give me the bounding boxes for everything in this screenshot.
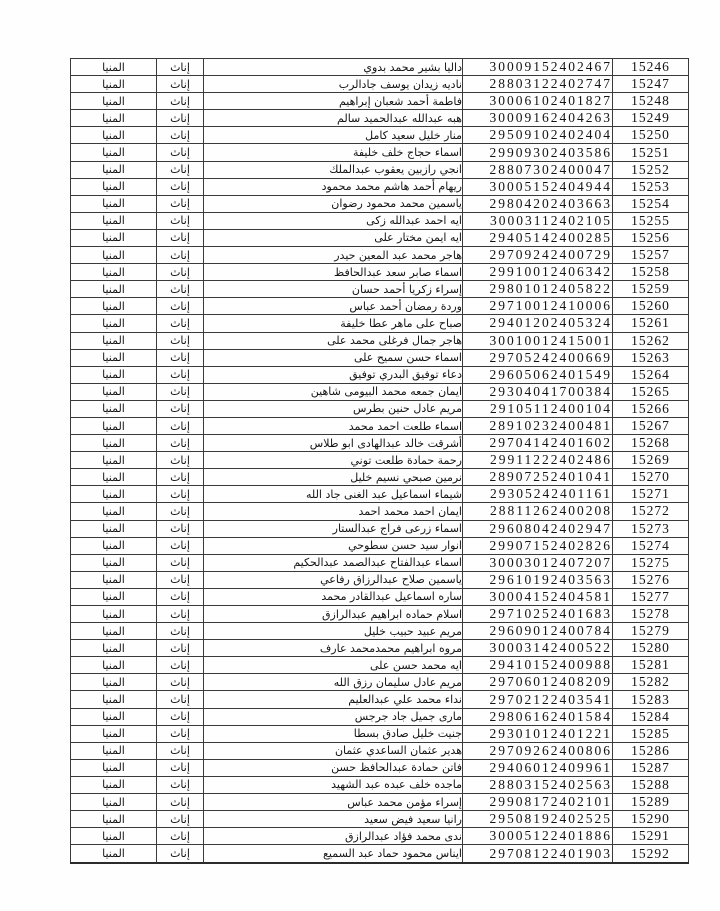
full-name-cell: هدير عثمان الساعدي عثمان: [204, 742, 463, 759]
full-name-cell: اسماء حسن سميح على: [204, 349, 463, 366]
full-name-cell: اسماء عبدالفتاح عبدالصمد عبدالحكيم: [204, 554, 463, 571]
serial-number-cell: 15273: [613, 520, 689, 537]
full-name-cell: نداء محمد علي عبدالعليم: [204, 691, 463, 708]
table-row: [71, 537, 689, 554]
gender-cell: إناث: [157, 725, 204, 742]
table-row: [71, 383, 689, 400]
governorate-cell: المنيا: [71, 794, 157, 811]
governorate-cell: المنيا: [71, 349, 157, 366]
table-row: [71, 59, 689, 76]
table-row: [71, 845, 689, 863]
gender-cell: إناث: [157, 144, 204, 161]
governorate-cell: المنيا: [71, 503, 157, 520]
full-name-cell: هاجر محمد عبد المعين حيدر: [204, 247, 463, 264]
table-row: [71, 657, 689, 674]
national-id-cell: 30005152404944: [463, 178, 613, 195]
gender-cell: إناث: [157, 110, 204, 127]
serial-number-cell: 15274: [613, 537, 689, 554]
serial-number-cell: 15281: [613, 657, 689, 674]
national-id-cell: 29908172402101: [463, 794, 613, 811]
serial-number-cell: 15269: [613, 452, 689, 469]
full-name-cell: أشرقت خالد عبدالهادى ابو طلاس: [204, 435, 463, 452]
full-name-cell: فاطمة أحمد شعبان إبراهيم: [204, 93, 463, 110]
records-tbody: [71, 59, 689, 864]
governorate-cell: المنيا: [71, 554, 157, 571]
serial-number-cell: 15288: [613, 776, 689, 793]
table-row: [71, 178, 689, 195]
national-id-cell: 28807302400047: [463, 161, 613, 178]
table-row: [71, 144, 689, 161]
gender-cell: إناث: [157, 811, 204, 828]
serial-number-cell: 15276: [613, 571, 689, 588]
national-id-cell: 29405142400285: [463, 229, 613, 246]
full-name-cell: اسماء زرعى فراج عبدالستار: [204, 520, 463, 537]
gender-cell: إناث: [157, 59, 204, 76]
gender-cell: إناث: [157, 708, 204, 725]
serial-number-cell: 15259: [613, 281, 689, 298]
governorate-cell: المنيا: [71, 161, 157, 178]
national-id-cell: 29911222402486: [463, 452, 613, 469]
full-name-cell: إسراء زكريا أحمد حسان: [204, 281, 463, 298]
serial-number-cell: 15275: [613, 554, 689, 571]
serial-number-cell: 15285: [613, 725, 689, 742]
table-row: [71, 332, 689, 349]
serial-number-cell: 15278: [613, 606, 689, 623]
governorate-cell: المنيا: [71, 742, 157, 759]
governorate-cell: المنيا: [71, 127, 157, 144]
national-id-cell: 29706012408209: [463, 674, 613, 691]
governorate-cell: المنيا: [71, 212, 157, 229]
full-name-cell: ايه احمد عبدالله زكى: [204, 212, 463, 229]
serial-number-cell: 15249: [613, 110, 689, 127]
national-id-cell: 29406012409961: [463, 759, 613, 776]
governorate-cell: المنيا: [71, 708, 157, 725]
table-row: [71, 452, 689, 469]
gender-cell: إناث: [157, 76, 204, 93]
national-id-cell: 28907252401041: [463, 469, 613, 486]
gender-cell: إناث: [157, 229, 204, 246]
full-name-cell: مريم عبيد حبيب خليل: [204, 623, 463, 640]
gender-cell: إناث: [157, 794, 204, 811]
serial-number-cell: 15268: [613, 435, 689, 452]
serial-number-cell: 15284: [613, 708, 689, 725]
serial-number-cell: 15246: [613, 59, 689, 76]
national-id-cell: 29509102402404: [463, 127, 613, 144]
table-row: [71, 725, 689, 742]
national-id-cell: 30006102401827: [463, 93, 613, 110]
national-id-cell: 29301012401221: [463, 725, 613, 742]
gender-cell: إناث: [157, 486, 204, 503]
full-name-cell: إسراء مؤمن محمد عباس: [204, 794, 463, 811]
governorate-cell: المنيا: [71, 229, 157, 246]
full-name-cell: اسماء حجاج خلف خليفة: [204, 144, 463, 161]
governorate-cell: المنيا: [71, 811, 157, 828]
table-row: [71, 486, 689, 503]
governorate-cell: المنيا: [71, 315, 157, 332]
national-id-cell: 29305242401161: [463, 486, 613, 503]
governorate-cell: المنيا: [71, 520, 157, 537]
gender-cell: إناث: [157, 366, 204, 383]
table-row: [71, 349, 689, 366]
full-name-cell: جنيت خليل صادق بسطا: [204, 725, 463, 742]
governorate-cell: المنيا: [71, 144, 157, 161]
governorate-cell: المنيا: [71, 776, 157, 793]
table-row: [71, 264, 689, 281]
gender-cell: إناث: [157, 349, 204, 366]
full-name-cell: وردة رمضان أحمد عباس: [204, 298, 463, 315]
serial-number-cell: 15248: [613, 93, 689, 110]
serial-number-cell: 15291: [613, 828, 689, 845]
governorate-cell: المنيا: [71, 588, 157, 605]
serial-number-cell: 15257: [613, 247, 689, 264]
national-id-cell: 28811262400208: [463, 503, 613, 520]
gender-cell: إناث: [157, 623, 204, 640]
table-row: [71, 247, 689, 264]
governorate-cell: المنيا: [71, 452, 157, 469]
gender-cell: إناث: [157, 554, 204, 571]
table-row: [71, 588, 689, 605]
table-row: [71, 571, 689, 588]
serial-number-cell: 15279: [613, 623, 689, 640]
governorate-cell: المنيا: [71, 264, 157, 281]
governorate-cell: المنيا: [71, 178, 157, 195]
full-name-cell: ماجده خلف عبده عبد الشهيد: [204, 776, 463, 793]
full-name-cell: رحمة حمادة طلعت توني: [204, 452, 463, 469]
full-name-cell: ندى محمد فؤاد عبدالرازق: [204, 828, 463, 845]
gender-cell: إناث: [157, 657, 204, 674]
full-name-cell: مريم عادل حنين بطرس: [204, 400, 463, 417]
governorate-cell: المنيا: [71, 691, 157, 708]
national-id-cell: 29806162401584: [463, 708, 613, 725]
national-id-cell: 29508192402525: [463, 811, 613, 828]
gender-cell: إناث: [157, 537, 204, 554]
national-id-cell: 29708122401903: [463, 845, 613, 863]
national-id-cell: 29907152402826: [463, 537, 613, 554]
table-row: [71, 298, 689, 315]
full-name-cell: مروه ابراهيم محمدمحمد عارف: [204, 640, 463, 657]
national-id-cell: 29709262400806: [463, 742, 613, 759]
serial-number-cell: 15292: [613, 845, 689, 863]
governorate-cell: المنيا: [71, 828, 157, 845]
serial-number-cell: 15261: [613, 315, 689, 332]
national-id-cell: 29605062401549: [463, 366, 613, 383]
full-name-cell: داليا بشير محمد بدوي: [204, 59, 463, 76]
table-row: [71, 623, 689, 640]
table-row: [71, 503, 689, 520]
gender-cell: إناث: [157, 298, 204, 315]
serial-number-cell: 15265: [613, 383, 689, 400]
national-id-cell: 29410152400988: [463, 657, 613, 674]
serial-number-cell: 15256: [613, 229, 689, 246]
full-name-cell: دعاء توفيق البدري توفيق: [204, 366, 463, 383]
gender-cell: إناث: [157, 417, 204, 434]
table-row: [71, 742, 689, 759]
full-name-cell: مريم عادل سليمان رزق الله: [204, 674, 463, 691]
gender-cell: إناث: [157, 845, 204, 863]
full-name-cell: ايه ايمن مختار على: [204, 229, 463, 246]
table-row: [71, 366, 689, 383]
full-name-cell: ايمان جمعه محمد البيومى شاهين: [204, 383, 463, 400]
full-name-cell: هبه عبدالله عبدالحميد سالم: [204, 110, 463, 127]
serial-number-cell: 15270: [613, 469, 689, 486]
full-name-cell: ناديه زيدان يوسف جادالرب: [204, 76, 463, 93]
gender-cell: إناث: [157, 400, 204, 417]
full-name-cell: نرمين صبحي نسيم خليل: [204, 469, 463, 486]
governorate-cell: المنيا: [71, 417, 157, 434]
table-row: [71, 794, 689, 811]
gender-cell: إناث: [157, 247, 204, 264]
table-row: [71, 606, 689, 623]
governorate-cell: المنيا: [71, 657, 157, 674]
table-row: [71, 195, 689, 212]
national-id-cell: 28803152402563: [463, 776, 613, 793]
serial-number-cell: 15271: [613, 486, 689, 503]
serial-number-cell: 15252: [613, 161, 689, 178]
full-name-cell: فاتن حمادة عبدالحافظ حسن: [204, 759, 463, 776]
serial-number-cell: 15266: [613, 400, 689, 417]
gender-cell: إناث: [157, 776, 204, 793]
serial-number-cell: 15262: [613, 332, 689, 349]
full-name-cell: ساره اسماعيل عبدالقادر محمد: [204, 588, 463, 605]
national-id-cell: 29704142401602: [463, 435, 613, 452]
table-row: [71, 811, 689, 828]
gender-cell: إناث: [157, 281, 204, 298]
serial-number-cell: 15260: [613, 298, 689, 315]
gender-cell: إناث: [157, 383, 204, 400]
table-row: [71, 93, 689, 110]
national-id-cell: 29801012405822: [463, 281, 613, 298]
table-row: [71, 554, 689, 571]
table-row: [71, 435, 689, 452]
table-row: [71, 161, 689, 178]
governorate-cell: المنيا: [71, 383, 157, 400]
gender-cell: إناث: [157, 640, 204, 657]
gender-cell: إناث: [157, 520, 204, 537]
table-row: [71, 229, 689, 246]
gender-cell: إناث: [157, 828, 204, 845]
governorate-cell: المنيا: [71, 332, 157, 349]
governorate-cell: المنيا: [71, 400, 157, 417]
serial-number-cell: 15254: [613, 195, 689, 212]
table-row: [71, 691, 689, 708]
governorate-cell: المنيا: [71, 110, 157, 127]
national-id-cell: 29909302403586: [463, 144, 613, 161]
national-id-cell: 29401202405324: [463, 315, 613, 332]
gender-cell: إناث: [157, 127, 204, 144]
full-name-cell: ياسمين محمد محمود رضوان: [204, 195, 463, 212]
governorate-cell: المنيا: [71, 435, 157, 452]
serial-number-cell: 15289: [613, 794, 689, 811]
full-name-cell: اسلام حماده ابراهيم عبدالرازق: [204, 606, 463, 623]
serial-number-cell: 15251: [613, 144, 689, 161]
governorate-cell: المنيا: [71, 537, 157, 554]
gender-cell: إناث: [157, 588, 204, 605]
names-registry-table: [70, 58, 689, 864]
table-row: [71, 708, 689, 725]
full-name-cell: ايناس محمود حماد عبد السميع: [204, 845, 463, 863]
table-row: [71, 315, 689, 332]
gender-cell: إناث: [157, 691, 204, 708]
table-row: [71, 640, 689, 657]
gender-cell: إناث: [157, 332, 204, 349]
serial-number-cell: 15253: [613, 178, 689, 195]
national-id-cell: 29710012410006: [463, 298, 613, 315]
governorate-cell: المنيا: [71, 571, 157, 588]
serial-number-cell: 15286: [613, 742, 689, 759]
governorate-cell: المنيا: [71, 674, 157, 691]
national-id-cell: 30005122401886: [463, 828, 613, 845]
full-name-cell: رانيا سعيد فيض سعيد: [204, 811, 463, 828]
gender-cell: إناث: [157, 503, 204, 520]
governorate-cell: المنيا: [71, 759, 157, 776]
gender-cell: إناث: [157, 315, 204, 332]
full-name-cell: هاجر جمال فرغلى محمد على: [204, 332, 463, 349]
serial-number-cell: 15255: [613, 212, 689, 229]
governorate-cell: المنيا: [71, 366, 157, 383]
national-id-cell: 30003012407207: [463, 554, 613, 571]
gender-cell: إناث: [157, 452, 204, 469]
national-id-cell: 30009162404263: [463, 110, 613, 127]
full-name-cell: منار خليل سعيد كامل: [204, 127, 463, 144]
gender-cell: إناث: [157, 161, 204, 178]
governorate-cell: المنيا: [71, 195, 157, 212]
serial-number-cell: 15287: [613, 759, 689, 776]
governorate-cell: المنيا: [71, 725, 157, 742]
serial-number-cell: 15264: [613, 366, 689, 383]
national-id-cell: 30009152402467: [463, 59, 613, 76]
gender-cell: إناث: [157, 195, 204, 212]
governorate-cell: المنيا: [71, 623, 157, 640]
table-row: [71, 520, 689, 537]
national-id-cell: 28803122402747: [463, 76, 613, 93]
governorate-cell: المنيا: [71, 281, 157, 298]
gender-cell: إناث: [157, 571, 204, 588]
full-name-cell: انوار سيد حسن سطوحي: [204, 537, 463, 554]
table-row: [71, 469, 689, 486]
national-id-cell: 29710252401683: [463, 606, 613, 623]
full-name-cell: انجي رازبين يعقوب عبدالملك: [204, 161, 463, 178]
table-row: [71, 400, 689, 417]
gender-cell: إناث: [157, 469, 204, 486]
governorate-cell: المنيا: [71, 76, 157, 93]
gender-cell: إناث: [157, 606, 204, 623]
national-id-cell: 29610192403563: [463, 571, 613, 588]
governorate-cell: المنيا: [71, 93, 157, 110]
table-row: [71, 110, 689, 127]
table-row: [71, 76, 689, 93]
national-id-cell: 30003142400522: [463, 640, 613, 657]
full-name-cell: ريهام أحمد هاشم محمد محمود: [204, 178, 463, 195]
serial-number-cell: 15283: [613, 691, 689, 708]
full-name-cell: اسماء طلعت احمد محمد: [204, 417, 463, 434]
serial-number-cell: 15290: [613, 811, 689, 828]
serial-number-cell: 15280: [613, 640, 689, 657]
gender-cell: إناث: [157, 435, 204, 452]
governorate-cell: المنيا: [71, 486, 157, 503]
national-id-cell: 30010012415001: [463, 332, 613, 349]
serial-number-cell: 15258: [613, 264, 689, 281]
table-row: [71, 417, 689, 434]
table-row: [71, 212, 689, 229]
national-id-cell: 29705242400669: [463, 349, 613, 366]
table-row: [71, 759, 689, 776]
governorate-cell: المنيا: [71, 640, 157, 657]
gender-cell: إناث: [157, 264, 204, 281]
gender-cell: إناث: [157, 742, 204, 759]
full-name-cell: ايمان احمد محمد احمد: [204, 503, 463, 520]
governorate-cell: المنيا: [71, 845, 157, 863]
national-id-cell: 29702122403541: [463, 691, 613, 708]
serial-number-cell: 15272: [613, 503, 689, 520]
national-id-cell: 28910232400481: [463, 417, 613, 434]
serial-number-cell: 15267: [613, 417, 689, 434]
national-id-cell: 30004152404581: [463, 588, 613, 605]
table-row: [71, 828, 689, 845]
full-name-cell: شيماء اسماعيل عبد الغنى جاد الله: [204, 486, 463, 503]
gender-cell: إناث: [157, 674, 204, 691]
serial-number-cell: 15263: [613, 349, 689, 366]
national-id-cell: 29609012400784: [463, 623, 613, 640]
full-name-cell: صباح على ماهر عطا خليفة: [204, 315, 463, 332]
governorate-cell: المنيا: [71, 59, 157, 76]
gender-cell: إناث: [157, 93, 204, 110]
serial-number-cell: 15247: [613, 76, 689, 93]
governorate-cell: المنيا: [71, 606, 157, 623]
gender-cell: إناث: [157, 759, 204, 776]
table-row: [71, 674, 689, 691]
serial-number-cell: 15282: [613, 674, 689, 691]
governorate-cell: المنيا: [71, 298, 157, 315]
gender-cell: إناث: [157, 178, 204, 195]
table-row: [71, 127, 689, 144]
table-row: [71, 776, 689, 793]
national-id-cell: 29105112400104: [463, 400, 613, 417]
national-id-cell: 30003112402105: [463, 212, 613, 229]
national-id-cell: 29608042402947: [463, 520, 613, 537]
national-id-cell: 29804202403663: [463, 195, 613, 212]
table-row: [71, 281, 689, 298]
full-name-cell: مارى جميل جاد جرجس: [204, 708, 463, 725]
full-name-cell: اسماء صابر سعد عبدالحافظ: [204, 264, 463, 281]
serial-number-cell: 15250: [613, 127, 689, 144]
national-id-cell: 29910012406342: [463, 264, 613, 281]
serial-number-cell: 15277: [613, 588, 689, 605]
governorate-cell: المنيا: [71, 247, 157, 264]
national-id-cell: 29709242400729: [463, 247, 613, 264]
governorate-cell: المنيا: [71, 469, 157, 486]
full-name-cell: ايه محمد حسن على: [204, 657, 463, 674]
gender-cell: إناث: [157, 212, 204, 229]
national-id-cell: 29304041700384: [463, 383, 613, 400]
full-name-cell: ياسمين صلاح عبدالرزاق رفاعي: [204, 571, 463, 588]
